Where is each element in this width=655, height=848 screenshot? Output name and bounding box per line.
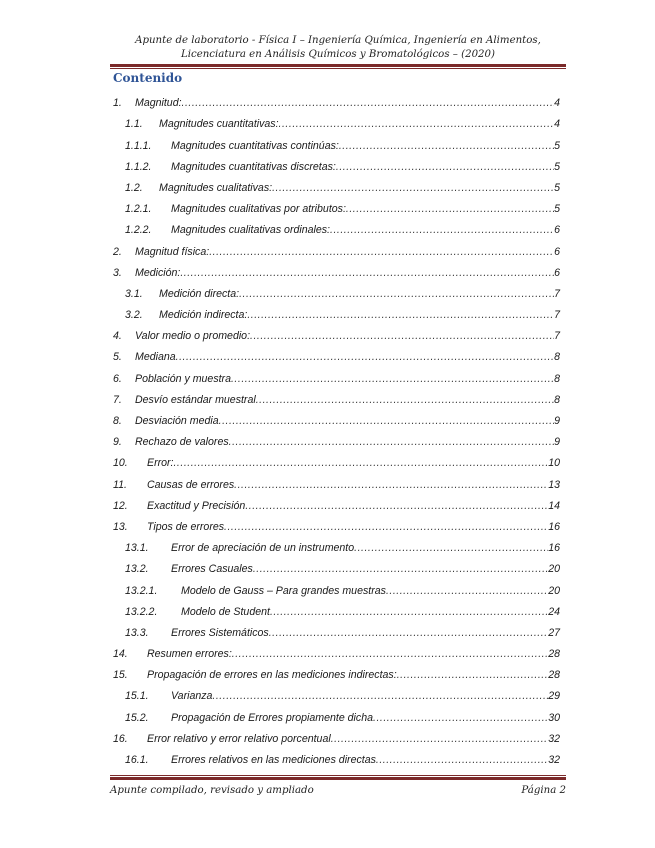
toc-entry[interactable] <box>113 363 560 384</box>
toc-entry-page: 7 <box>554 330 560 343</box>
toc-entry-title: Magnitudes cualitativas por atributos: <box>171 203 346 216</box>
header-line-2: Licenciatura en Análisis Químicos y Bromatológicos – (2020) <box>180 49 495 60</box>
toc-leader-dots <box>182 97 555 109</box>
toc-entry[interactable] <box>113 88 560 109</box>
toc-leader-dots <box>256 394 554 406</box>
toc-entry-number: 15.1. <box>125 690 149 703</box>
toc-entry-page: 32 <box>548 732 560 745</box>
toc-entry-number: 10. <box>113 457 128 470</box>
toc-entry-page: 24 <box>548 605 560 618</box>
toc-entry[interactable] <box>113 512 560 533</box>
toc-entry-number: 14. <box>113 648 128 661</box>
toc-entry[interactable] <box>113 660 560 681</box>
header-rule-thin <box>110 68 566 69</box>
toc-entry-page: 6 <box>554 224 560 237</box>
footer-left-text: Apunte compilado, revisado y ampliado <box>110 785 314 796</box>
toc-entry-title: Desviación media <box>135 415 219 427</box>
toc-entry-page: 10 <box>548 457 560 470</box>
toc-leader-dots <box>279 118 555 130</box>
toc-leader-dots <box>339 140 554 152</box>
toc-entry-page: 20 <box>548 563 560 576</box>
toc-entry-page: 9 <box>554 436 560 449</box>
toc-entry-page: 5 <box>554 181 560 194</box>
toc-entry-title: Modelo de Gauss – Para grandes muestras <box>181 584 386 597</box>
toc-entry-number: 5. <box>113 351 122 364</box>
toc-leader-dots <box>232 648 548 660</box>
toc-entry[interactable] <box>113 215 560 236</box>
toc-entry[interactable] <box>113 702 560 723</box>
toc-entry-page: 27 <box>548 626 560 639</box>
toc-entry-number: 1.2.1. <box>125 203 152 216</box>
toc-entry-number: 13. <box>113 520 128 533</box>
footer-rule <box>110 777 566 780</box>
toc-entry-page: 5 <box>554 160 560 173</box>
toc-entry-number: 15.2. <box>125 711 149 724</box>
toc-entry[interactable] <box>113 173 560 194</box>
toc-entry-number: 3.1. <box>125 287 143 300</box>
toc-entry[interactable] <box>113 279 560 300</box>
toc-title: Contenido <box>113 71 183 85</box>
toc-leader-dots <box>270 606 548 618</box>
toc-entry-number: 12. <box>113 499 128 512</box>
toc-entry-number: 13.2.2. <box>125 605 158 618</box>
toc-entry-title: Magnitud: <box>135 97 182 110</box>
toc-entry[interactable] <box>113 194 560 215</box>
toc-entry[interactable] <box>113 597 560 618</box>
toc-entry-number: 13.3. <box>125 626 149 639</box>
toc-entry[interactable] <box>113 321 560 342</box>
toc-entry-page: 7 <box>554 287 560 300</box>
toc-entry[interactable] <box>113 152 560 173</box>
toc-entry-title: Valor medio o promedio: <box>135 330 251 343</box>
toc-entry-title: Magnitudes cualitativas ordinales: <box>171 224 330 237</box>
toc-entry-page: 4 <box>554 97 560 110</box>
toc-entry-title: Errores relativos en las mediciones directas <box>171 754 376 766</box>
toc-entry[interactable] <box>113 639 560 660</box>
toc-entry[interactable] <box>113 236 560 257</box>
toc-entry-number: 1.1.2. <box>125 160 152 173</box>
toc-entry-number: 3.2. <box>125 309 143 322</box>
toc-entry-page: 8 <box>554 372 560 385</box>
toc-entry-page: 32 <box>548 754 560 766</box>
toc-leader-dots <box>229 436 554 448</box>
toc-leader-dots <box>397 669 549 681</box>
toc-leader-dots <box>376 754 548 766</box>
toc-entry-title: Magnitud física: <box>135 245 210 258</box>
toc-entry-title: Resumen errores: <box>147 648 232 661</box>
toc-entry-number: 1.1. <box>125 118 143 131</box>
toc-entry-title: Causas de errores <box>147 478 235 491</box>
toc-entry-page: 16 <box>548 520 560 533</box>
toc-leader-dots <box>272 182 554 194</box>
toc-entry-page: 6 <box>554 266 560 279</box>
toc-entry-page: 6 <box>554 245 560 258</box>
toc-entry-number: 11. <box>113 478 127 491</box>
toc-leader-dots <box>219 415 554 427</box>
toc-entry-title: Tipos de errores <box>147 520 225 533</box>
toc-entry-title: Error relativo y error relativo porcentual <box>147 732 331 745</box>
toc-entry[interactable] <box>113 109 560 130</box>
toc-leader-dots <box>239 288 554 300</box>
toc-leader-dots <box>231 373 554 385</box>
toc-entry[interactable] <box>113 745 560 766</box>
toc-entry-page: 9 <box>554 415 560 427</box>
toc-entry[interactable] <box>113 342 560 363</box>
toc-entry-page: 8 <box>554 393 560 406</box>
footer-rule-thin <box>110 775 566 776</box>
toc-leader-dots <box>245 500 548 512</box>
toc-entry-page: 14 <box>548 499 560 512</box>
toc-entry-number: 9. <box>113 436 122 449</box>
toc-entry-number: 1.2. <box>125 181 143 194</box>
page-footer <box>110 785 566 796</box>
toc-entry-title: Magnitudes cuantitativas discretas: <box>171 160 336 173</box>
toc-entry[interactable] <box>113 258 560 279</box>
toc-leader-dots <box>386 585 548 597</box>
toc-entry-page: 5 <box>554 203 560 216</box>
toc-entry-title: Modelo de Student <box>181 605 270 618</box>
toc-entry-number: 13.1. <box>125 542 149 555</box>
toc-entry-page: 28 <box>548 648 560 661</box>
toc-entry[interactable] <box>113 385 560 406</box>
toc-entry-page: 28 <box>548 669 560 682</box>
toc-entry-number: 16. <box>113 732 128 745</box>
toc-leader-dots <box>331 733 549 745</box>
toc-entry-number: 13.2. <box>125 563 149 576</box>
toc-entry-title: Medición: <box>135 266 181 279</box>
toc-entry[interactable] <box>113 575 560 596</box>
toc-entry[interactable] <box>113 469 560 490</box>
toc-leader-dots <box>253 563 548 575</box>
toc-leader-dots <box>176 351 554 363</box>
toc-entry[interactable] <box>113 406 560 427</box>
toc-leader-dots <box>336 161 554 173</box>
toc-leader-dots <box>212 690 548 702</box>
toc-entry[interactable] <box>113 300 560 321</box>
toc-entry-number: 3. <box>113 266 122 279</box>
toc-entry-number: 1. <box>113 97 122 110</box>
toc-leader-dots <box>250 330 554 342</box>
toc-entry-title: Mediana <box>135 351 176 364</box>
toc-leader-dots <box>180 267 554 279</box>
toc-entry-title: Propagación de errores en las mediciones indirectas: <box>147 669 397 682</box>
table-of-contents <box>113 88 560 766</box>
toc-entry-number: 15. <box>113 669 128 682</box>
toc-leader-dots <box>209 246 554 258</box>
toc-entry[interactable] <box>113 533 560 554</box>
toc-entry-title: Exactitud y Precisión <box>147 499 246 512</box>
toc-leader-dots <box>224 521 548 533</box>
toc-leader-dots <box>247 309 554 321</box>
toc-entry-title: Magnitudes cuantitativas continúas: <box>171 139 339 152</box>
toc-entry[interactable] <box>113 427 560 448</box>
toc-entry-page: 30 <box>548 711 560 724</box>
toc-entry[interactable] <box>113 618 560 639</box>
toc-entry-title: Desvío estándar muestral <box>135 393 256 406</box>
toc-entry-number: 6. <box>113 372 122 385</box>
header-line-1: Apunte de laboratorio - Física I – Ingeniería Química, Ingeniería en Alimentos, <box>135 35 541 46</box>
toc-entry-title: Medición directa: <box>159 287 240 300</box>
toc-entry-page: 16 <box>548 542 560 555</box>
toc-entry[interactable] <box>113 724 560 745</box>
header-rule <box>110 64 566 67</box>
toc-entry-title: Magnitudes cuantitativas: <box>159 118 279 131</box>
toc-entry-title: Propagación de Errores propiamente dicha <box>171 711 373 724</box>
toc-entry-title: Errores Sistemáticos <box>171 626 269 639</box>
toc-leader-dots <box>269 627 548 639</box>
toc-entry-page: 13 <box>548 478 560 491</box>
toc-entry-title: Error: <box>147 457 174 470</box>
footer-page-number: Página 2 <box>521 785 566 796</box>
toc-entry-number: 8. <box>113 415 122 427</box>
page-header <box>110 34 566 62</box>
toc-entry-title: Rechazo de valores <box>135 436 229 449</box>
toc-entry[interactable] <box>113 130 560 151</box>
toc-entry-page: 5 <box>554 139 560 152</box>
toc-entry-number: 1.2.2. <box>125 224 152 237</box>
toc-entry[interactable] <box>113 681 560 702</box>
toc-entry-title: Población y muestra <box>135 372 231 385</box>
toc-entry-title: Errores Casuales <box>171 563 253 576</box>
toc-entry-page: 8 <box>554 351 560 364</box>
toc-entry-title: Magnitudes cualitativas: <box>159 181 273 194</box>
toc-entry-number: 7. <box>113 393 122 406</box>
toc-entry[interactable] <box>113 491 560 512</box>
toc-entry[interactable] <box>113 554 560 575</box>
toc-entry-page: 7 <box>554 309 560 322</box>
toc-leader-dots <box>330 224 554 236</box>
toc-entry-title: Error de apreciación de un instrumento <box>171 542 355 555</box>
toc-leader-dots <box>173 457 548 469</box>
toc-entry-number: 13.2.1. <box>125 584 158 597</box>
toc-entry-page: 20 <box>548 584 560 597</box>
toc-entry[interactable] <box>113 448 560 469</box>
toc-entry-number: 2. <box>113 245 122 258</box>
toc-entry-number: 16.1. <box>125 754 149 766</box>
toc-entry-title: Medición indirecta: <box>159 309 248 322</box>
toc-entry-title: Varianza <box>171 690 213 703</box>
toc-entry-page: 4 <box>554 118 560 131</box>
toc-leader-dots <box>373 712 548 724</box>
toc-entry-number: 1.1.1. <box>125 139 152 152</box>
toc-entry-number: 4. <box>113 330 122 343</box>
toc-leader-dots <box>346 203 554 215</box>
toc-leader-dots <box>354 542 548 554</box>
toc-entry-page: 29 <box>548 690 560 703</box>
toc-leader-dots <box>234 479 548 491</box>
